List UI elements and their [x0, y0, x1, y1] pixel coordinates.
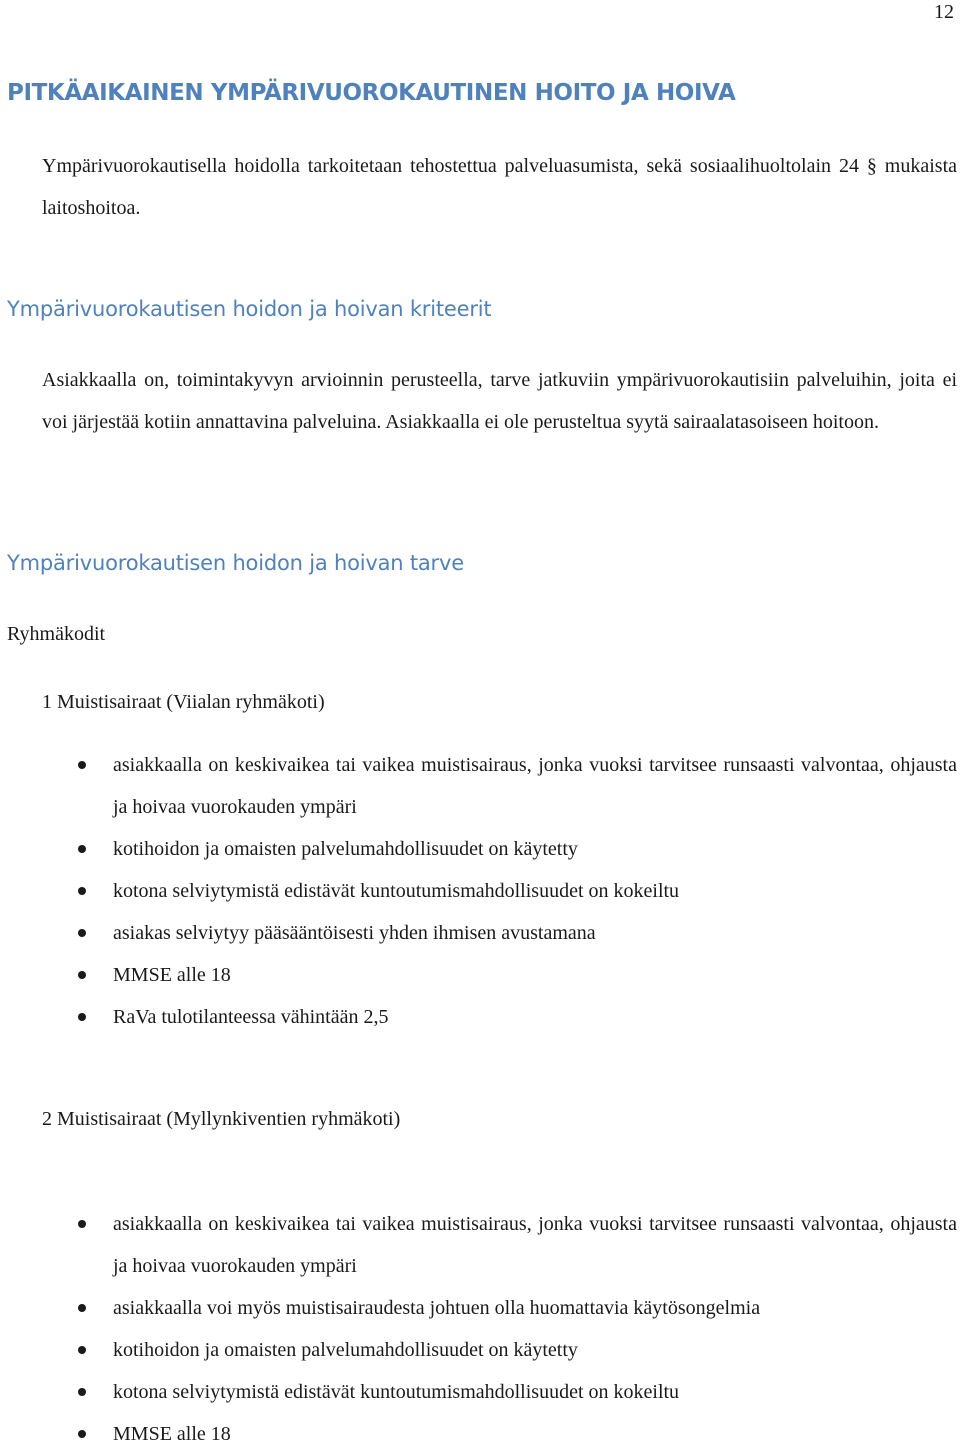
list-item: RaVa tulotilanteessa vähintään 2,5	[0, 996, 957, 1038]
list-item: MMSE alle 18	[0, 1413, 957, 1455]
bullet-icon	[78, 1388, 86, 1396]
bullet-icon	[78, 1013, 86, 1021]
list-item: asiakkaalla on keskivaikea tai vaikea muistisairaus, jonka vuoksi tarvitsee runsaasti valvontaa, ohjausta ja hoivaa vuorokauden ympäri	[0, 1203, 957, 1287]
criteria-paragraph: Asiakkaalla on, toimintakyvyn arvioinnin perusteella, tarve jatkuviin ympärivuorokautisiin palveluihin, joita ei voi järjestää kotiin annattavina palveluina. Asiakkaalla ei ole perusteltua syytä sairaalatasoiseen hoitoon.	[42, 369, 957, 433]
list-item: kotihoidon ja omaisten palvelumahdollisuudet on käytetty	[0, 1329, 957, 1371]
list-item: MMSE alle 18	[0, 954, 957, 996]
intro-paragraph: Ympärivuorokautisella hoidolla tarkoitetaan tehostettua palveluasumista, sekä sosiaalihuoltolain 24 § mukaista laitoshoitoa.	[42, 155, 957, 219]
list-item: kotihoidon ja omaisten palvelumahdollisuudet on käytetty	[0, 828, 957, 870]
list-item: kotona selviytymistä edistävät kuntoutumismahdollisuudet on kokeiltu	[0, 870, 957, 912]
bullet-icon	[78, 1304, 86, 1312]
list-item: kotona selviytymistä edistävät kuntoutumismahdollisuudet on kokeiltu	[0, 1371, 957, 1413]
group-1-title: 1 Muistisairaat (Viialan ryhmäkoti)	[42, 691, 325, 713]
page-number: 12	[934, 1, 954, 23]
need-subheading: Ryhmäkodit	[7, 623, 106, 645]
bullet-icon	[78, 1346, 86, 1354]
list-item: asiakkaalla on keskivaikea tai vaikea muistisairaus, jonka vuoksi tarvitsee runsaasti valvontaa, ohjausta ja hoivaa vuorokauden ympäri	[0, 744, 957, 828]
group-2-list	[0, 1203, 957, 1455]
main-heading: PITKÄAIKAINEN YMPÄRIVUOROKAUTINEN HOITO JA HOIVA	[7, 80, 736, 106]
need-heading: Ympärivuorokautisen hoidon ja hoivan tarve	[7, 551, 464, 575]
list-item: asiakas selviytyy pääsääntöisesti yhden ihmisen avustamana	[0, 912, 957, 954]
group-1-list	[0, 744, 957, 1038]
criteria-heading: Ympärivuorokautisen hoidon ja hoivan kriteerit	[7, 297, 492, 321]
group-2-title: 2 Muistisairaat (Myllynkiventien ryhmäkoti)	[42, 1108, 401, 1130]
bullet-icon	[78, 1220, 86, 1228]
bullet-icon	[78, 971, 86, 979]
bullet-icon	[78, 929, 86, 937]
bullet-icon	[78, 845, 86, 853]
list-item: asiakkaalla voi myös muistisairaudesta johtuen olla huomattavia käytösongelmia	[0, 1287, 957, 1329]
bullet-icon	[78, 761, 86, 769]
bullet-icon	[78, 887, 86, 895]
bullet-icon	[78, 1430, 86, 1438]
